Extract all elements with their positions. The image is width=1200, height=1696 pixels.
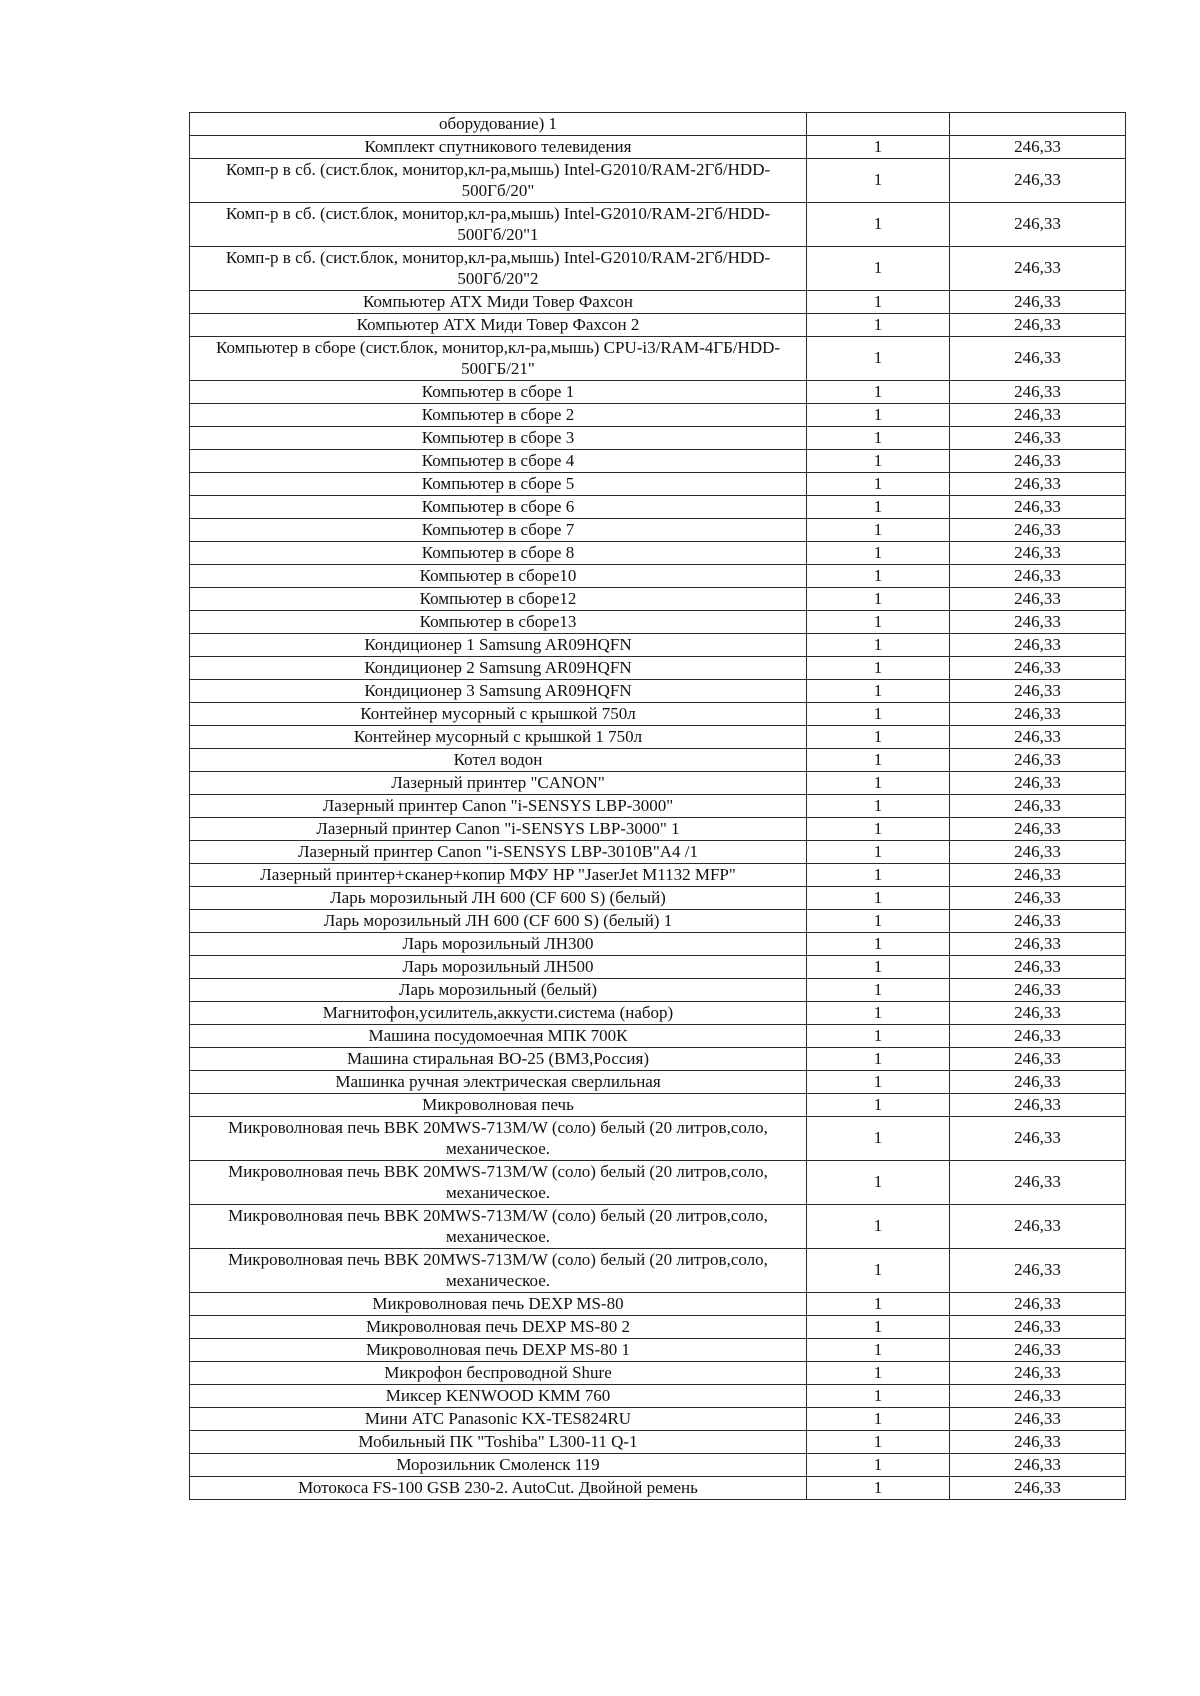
value-cell: 246,33	[950, 496, 1126, 519]
quantity-cell: 1	[807, 1025, 950, 1048]
item-name-cell: Лазерный принтер Canon "i-SENSYS LBP-3000" 1	[190, 818, 807, 841]
table-row	[190, 1094, 1126, 1117]
value-cell: 246,33	[950, 1048, 1126, 1071]
table-row	[190, 1454, 1126, 1477]
quantity-cell: 1	[807, 588, 950, 611]
value-cell: 246,33	[950, 772, 1126, 795]
value-cell: 246,33	[950, 314, 1126, 337]
quantity-cell: 1	[807, 1205, 950, 1249]
item-name-cell: Магнитофон,усилитель,аккусти.система (набор)	[190, 1002, 807, 1025]
value-cell: 246,33	[950, 1477, 1126, 1500]
quantity-cell: 1	[807, 864, 950, 887]
value-cell: 246,33	[950, 473, 1126, 496]
quantity-cell: 1	[807, 772, 950, 795]
quantity-cell: 1	[807, 956, 950, 979]
item-name-cell: Кондиционер 1 Samsung AR09HQFN	[190, 634, 807, 657]
table-row	[190, 933, 1126, 956]
table-row	[190, 136, 1126, 159]
quantity-cell: 1	[807, 749, 950, 772]
value-cell: 246,33	[950, 337, 1126, 381]
item-name-cell: Микроволновая печь BBK 20MWS-713M/W (соло) белый (20 литров,соло, механическое.	[190, 1117, 807, 1161]
table-row	[190, 1161, 1126, 1205]
table-row	[190, 381, 1126, 404]
value-cell: 246,33	[950, 979, 1126, 1002]
quantity-cell: 1	[807, 1117, 950, 1161]
value-cell: 246,33	[950, 634, 1126, 657]
table-row	[190, 1408, 1126, 1431]
quantity-cell: 1	[807, 1408, 950, 1431]
item-name-cell: Лазерный принтер+сканер+копир МФУ HP "JaserJet M1132 MFP"	[190, 864, 807, 887]
table-row	[190, 337, 1126, 381]
item-name-cell: Кондиционер 3 Samsung AR09HQFN	[190, 680, 807, 703]
value-cell: 246,33	[950, 1293, 1126, 1316]
value-cell: 246,33	[950, 1408, 1126, 1431]
table-row	[190, 1071, 1126, 1094]
table-row	[190, 680, 1126, 703]
quantity-cell: 1	[807, 519, 950, 542]
quantity-cell: 1	[807, 565, 950, 588]
value-cell: 246,33	[950, 1161, 1126, 1205]
value-cell: 246,33	[950, 381, 1126, 404]
quantity-cell: 1	[807, 910, 950, 933]
item-name-cell: Комплект спутникового телевидения	[190, 136, 807, 159]
table-row	[190, 427, 1126, 450]
item-name-cell: Машина посудомоечная МПК 700К	[190, 1025, 807, 1048]
inventory-table-body	[190, 113, 1126, 1500]
table-row	[190, 450, 1126, 473]
table-row	[190, 159, 1126, 203]
quantity-cell: 1	[807, 657, 950, 680]
value-cell	[950, 113, 1126, 136]
quantity-cell: 1	[807, 1048, 950, 1071]
item-name-cell: Машинка ручная электрическая сверлильная	[190, 1071, 807, 1094]
quantity-cell: 1	[807, 337, 950, 381]
table-row	[190, 726, 1126, 749]
value-cell: 246,33	[950, 1205, 1126, 1249]
table-row	[190, 247, 1126, 291]
quantity-cell: 1	[807, 404, 950, 427]
item-name-cell: Компьютер в сборе 4	[190, 450, 807, 473]
item-name-cell: Ларь морозильный ЛН 600 (CF 600 S) (белый) 1	[190, 910, 807, 933]
table-row	[190, 1293, 1126, 1316]
item-name-cell: Ларь морозильный (белый)	[190, 979, 807, 1002]
value-cell: 246,33	[950, 450, 1126, 473]
table-row	[190, 473, 1126, 496]
item-name-cell: Мини АТС Panasonic KX-TES824RU	[190, 1408, 807, 1431]
item-name-cell: Компьютер ATX Миди Товер Фахсон	[190, 291, 807, 314]
quantity-cell: 1	[807, 1071, 950, 1094]
quantity-cell: 1	[807, 1385, 950, 1408]
table-row	[190, 1431, 1126, 1454]
item-name-cell: Ларь морозильный ЛН500	[190, 956, 807, 979]
value-cell: 246,33	[950, 427, 1126, 450]
value-cell: 246,33	[950, 657, 1126, 680]
item-name-cell: Кондиционер 2 Samsung AR09HQFN	[190, 657, 807, 680]
item-name-cell: Компьютер в сборе10	[190, 565, 807, 588]
value-cell: 246,33	[950, 910, 1126, 933]
item-name-cell: Компьютер ATX Миди Товер Фахсон 2	[190, 314, 807, 337]
table-row	[190, 1477, 1126, 1500]
item-name-cell: Комп-р в сб. (сист.блок, монитор,кл-ра,мышь) Intel-G2010/RAM-2Гб/HDD-500Гб/20"1	[190, 203, 807, 247]
item-name-cell: Микроволновая печь DEXP MS-80 1	[190, 1339, 807, 1362]
value-cell: 246,33	[950, 588, 1126, 611]
table-row	[190, 910, 1126, 933]
value-cell: 246,33	[950, 1071, 1126, 1094]
quantity-cell: 1	[807, 611, 950, 634]
item-name-cell: Лазерный принтер Canon "i-SENSYS LBP-3000"	[190, 795, 807, 818]
quantity-cell: 1	[807, 1454, 950, 1477]
quantity-cell: 1	[807, 1161, 950, 1205]
value-cell: 246,33	[950, 1002, 1126, 1025]
value-cell: 246,33	[950, 1117, 1126, 1161]
item-name-cell: Микроволновая печь	[190, 1094, 807, 1117]
item-name-cell: Компьютер в сборе 1	[190, 381, 807, 404]
value-cell: 246,33	[950, 887, 1126, 910]
value-cell: 246,33	[950, 404, 1126, 427]
value-cell: 246,33	[950, 1362, 1126, 1385]
value-cell: 246,33	[950, 1249, 1126, 1293]
value-cell: 246,33	[950, 203, 1126, 247]
value-cell: 246,33	[950, 611, 1126, 634]
item-name-cell: Компьютер в сборе 2	[190, 404, 807, 427]
item-name-cell: Лазерный принтер Canon "i-SENSYS LBP-3010B"A4 /1	[190, 841, 807, 864]
quantity-cell: 1	[807, 291, 950, 314]
value-cell: 246,33	[950, 291, 1126, 314]
quantity-cell: 1	[807, 247, 950, 291]
quantity-cell: 1	[807, 933, 950, 956]
value-cell: 246,33	[950, 1094, 1126, 1117]
value-cell: 246,33	[950, 1385, 1126, 1408]
quantity-cell: 1	[807, 542, 950, 565]
quantity-cell	[807, 113, 950, 136]
quantity-cell: 1	[807, 314, 950, 337]
quantity-cell: 1	[807, 473, 950, 496]
table-row	[190, 657, 1126, 680]
value-cell: 246,33	[950, 841, 1126, 864]
item-name-cell: Ларь морозильный ЛН 600 (CF 600 S) (белый)	[190, 887, 807, 910]
quantity-cell: 1	[807, 1339, 950, 1362]
item-name-cell: Машина стиральная ВО-25 (ВМЗ,Россия)	[190, 1048, 807, 1071]
value-cell: 246,33	[950, 933, 1126, 956]
item-name-cell: Компьютер в сборе12	[190, 588, 807, 611]
table-row	[190, 496, 1126, 519]
item-name-cell: Мобильный ПК "Toshiba" L300-11 Q-1	[190, 1431, 807, 1454]
table-row	[190, 1048, 1126, 1071]
table-row	[190, 203, 1126, 247]
quantity-cell: 1	[807, 203, 950, 247]
quantity-cell: 1	[807, 634, 950, 657]
table-row	[190, 979, 1126, 1002]
item-name-cell: Ларь морозильный ЛН300	[190, 933, 807, 956]
table-row	[190, 703, 1126, 726]
table-row	[190, 291, 1126, 314]
table-row	[190, 795, 1126, 818]
item-name-cell: Компьютер в сборе 5	[190, 473, 807, 496]
item-name-cell: Контейнер мусорный с крышкой 750л	[190, 703, 807, 726]
item-name-cell: Микроволновая печь BBK 20MWS-713M/W (соло) белый (20 литров,соло, механическое.	[190, 1161, 807, 1205]
quantity-cell: 1	[807, 726, 950, 749]
quantity-cell: 1	[807, 496, 950, 519]
item-name-cell: Комп-р в сб. (сист.блок, монитор,кл-ра,мышь) Intel-G2010/RAM-2Гб/HDD-500Гб/20"2	[190, 247, 807, 291]
value-cell: 246,33	[950, 726, 1126, 749]
item-name-cell: Мотокоса FS-100 GSB 230-2. AutoCut. Двойной ремень	[190, 1477, 807, 1500]
table-row	[190, 864, 1126, 887]
table-row	[190, 113, 1126, 136]
quantity-cell: 1	[807, 703, 950, 726]
value-cell: 246,33	[950, 136, 1126, 159]
table-row	[190, 1025, 1126, 1048]
quantity-cell: 1	[807, 680, 950, 703]
item-name-cell: Морозильник Смоленск 119	[190, 1454, 807, 1477]
table-row	[190, 542, 1126, 565]
value-cell: 246,33	[950, 159, 1126, 203]
table-row	[190, 749, 1126, 772]
quantity-cell: 1	[807, 159, 950, 203]
item-name-cell: Микроволновая печь BBK 20MWS-713M/W (соло) белый (20 литров,соло, механическое.	[190, 1205, 807, 1249]
table-row	[190, 841, 1126, 864]
item-name-cell: Компьютер в сборе 6	[190, 496, 807, 519]
item-name-cell: Миксер KENWOOD KMM 760	[190, 1385, 807, 1408]
item-name-cell: Компьютер в сборе 8	[190, 542, 807, 565]
value-cell: 246,33	[950, 864, 1126, 887]
value-cell: 246,33	[950, 703, 1126, 726]
item-name-cell: Комп-р в сб. (сист.блок, монитор,кл-ра,мышь) Intel-G2010/RAM-2Гб/HDD-500Гб/20"	[190, 159, 807, 203]
table-row	[190, 1362, 1126, 1385]
item-name-cell: Компьютер в сборе 3	[190, 427, 807, 450]
value-cell: 246,33	[950, 1454, 1126, 1477]
value-cell: 246,33	[950, 680, 1126, 703]
quantity-cell: 1	[807, 136, 950, 159]
quantity-cell: 1	[807, 450, 950, 473]
quantity-cell: 1	[807, 979, 950, 1002]
table-row	[190, 772, 1126, 795]
quantity-cell: 1	[807, 427, 950, 450]
quantity-cell: 1	[807, 887, 950, 910]
table-row	[190, 565, 1126, 588]
table-row	[190, 611, 1126, 634]
value-cell: 246,33	[950, 1025, 1126, 1048]
table-row	[190, 1117, 1126, 1161]
quantity-cell: 1	[807, 1094, 950, 1117]
table-row	[190, 1316, 1126, 1339]
value-cell: 246,33	[950, 956, 1126, 979]
table-row	[190, 1205, 1126, 1249]
quantity-cell: 1	[807, 1293, 950, 1316]
quantity-cell: 1	[807, 818, 950, 841]
value-cell: 246,33	[950, 542, 1126, 565]
quantity-cell: 1	[807, 1362, 950, 1385]
table-row	[190, 1339, 1126, 1362]
table-row	[190, 956, 1126, 979]
item-name-cell: Компьютер в сборе (сист.блок, монитор,кл-ра,мышь) CPU-i3/RAM-4ГБ/HDD-500ГБ/21"	[190, 337, 807, 381]
value-cell: 246,33	[950, 247, 1126, 291]
quantity-cell: 1	[807, 1249, 950, 1293]
item-name-cell: Микроволновая печь BBK 20MWS-713M/W (соло) белый (20 литров,соло, механическое.	[190, 1249, 807, 1293]
item-name-cell: Лазерный принтер "CANON"	[190, 772, 807, 795]
table-row	[190, 314, 1126, 337]
item-name-cell: Котел водон	[190, 749, 807, 772]
quantity-cell: 1	[807, 1431, 950, 1454]
quantity-cell: 1	[807, 1316, 950, 1339]
value-cell: 246,33	[950, 795, 1126, 818]
quantity-cell: 1	[807, 1002, 950, 1025]
table-row	[190, 1002, 1126, 1025]
item-name-cell: Контейнер мусорный с крышкой 1 750л	[190, 726, 807, 749]
table-row	[190, 1249, 1126, 1293]
quantity-cell: 1	[807, 381, 950, 404]
table-row	[190, 818, 1126, 841]
value-cell: 246,33	[950, 1316, 1126, 1339]
quantity-cell: 1	[807, 841, 950, 864]
table-row	[190, 634, 1126, 657]
item-name-cell: оборудование) 1	[190, 113, 807, 136]
value-cell: 246,33	[950, 818, 1126, 841]
quantity-cell: 1	[807, 795, 950, 818]
value-cell: 246,33	[950, 1339, 1126, 1362]
item-name-cell: Микроволновая печь DEXP MS-80 2	[190, 1316, 807, 1339]
table-row	[190, 404, 1126, 427]
table-row	[190, 588, 1126, 611]
item-name-cell: Компьютер в сборе13	[190, 611, 807, 634]
value-cell: 246,33	[950, 519, 1126, 542]
table-row	[190, 1385, 1126, 1408]
table-row	[190, 519, 1126, 542]
item-name-cell: Микрофон беспроводной Shure	[190, 1362, 807, 1385]
value-cell: 246,33	[950, 565, 1126, 588]
inventory-table	[189, 112, 1126, 1500]
value-cell: 246,33	[950, 1431, 1126, 1454]
value-cell: 246,33	[950, 749, 1126, 772]
item-name-cell: Микроволновая печь DEXP MS-80	[190, 1293, 807, 1316]
item-name-cell: Компьютер в сборе 7	[190, 519, 807, 542]
quantity-cell: 1	[807, 1477, 950, 1500]
table-row	[190, 887, 1126, 910]
